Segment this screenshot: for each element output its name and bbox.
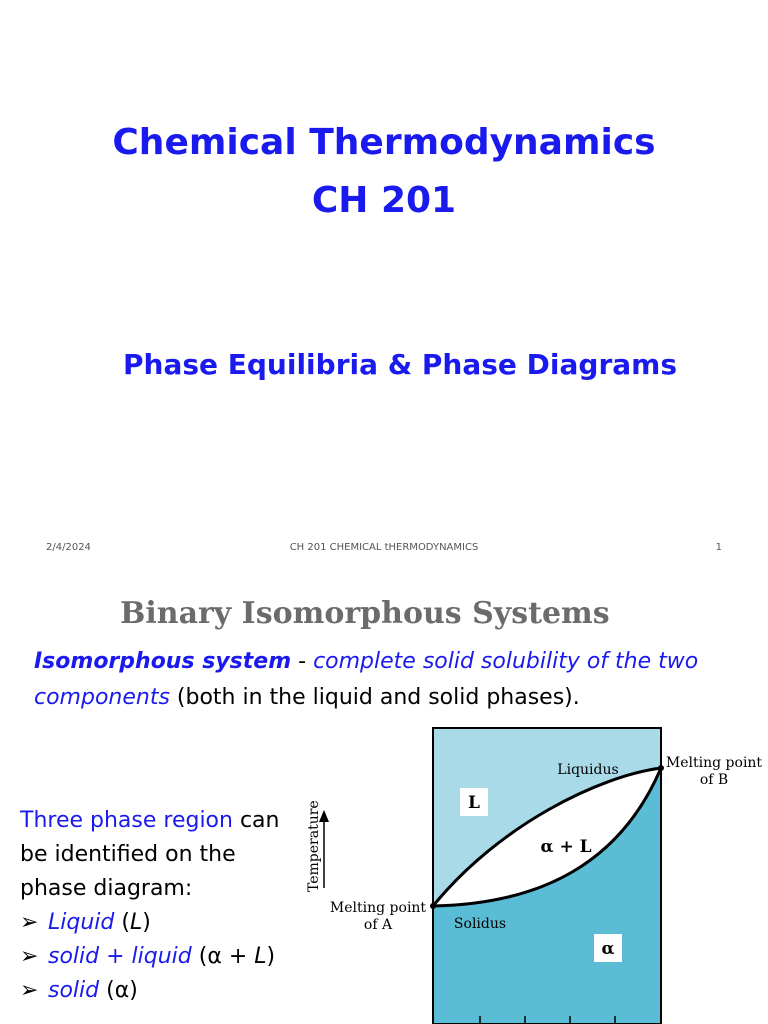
- footer-date: 2/4/2024: [46, 542, 91, 553]
- bullet-rest: (α +: [191, 944, 255, 969]
- phase-diagram: [300, 724, 768, 1024]
- phase-region-desc: can be identified on the phase diagram:: [20, 808, 280, 901]
- footer-page-number: 1: [715, 542, 722, 553]
- melting-point-a-label: Melting point: [329, 900, 427, 916]
- region-label-liquid: L: [468, 793, 480, 813]
- melting-point-b-label: Melting point: [665, 755, 763, 771]
- melting-point-b-label-2: of B: [699, 772, 729, 788]
- bullet-symbol: L: [254, 944, 267, 969]
- bullet-rest: (α): [99, 978, 138, 1003]
- slide-heading: Binary Isomorphous Systems: [120, 596, 610, 631]
- lecture-subtitle: Phase Equilibria & Phase Diagrams: [123, 348, 677, 381]
- phase-region-text: [20, 804, 300, 1008]
- intro-term: Isomorphous system: [34, 649, 292, 674]
- phase-region-term: Three phase region: [20, 808, 233, 833]
- bullet-term: solid + liquid: [48, 944, 192, 969]
- liquidus-label: Liquidus: [557, 762, 619, 778]
- content-slide: [0, 576, 768, 1024]
- region-label-two-phase: α + L: [540, 837, 592, 857]
- region-label-alpha: α: [601, 939, 615, 959]
- arrow-bullet-icon: ➢: [20, 978, 39, 1003]
- melting-point-a-marker: [430, 903, 436, 909]
- intro-dash: -: [291, 649, 314, 674]
- intro-rest: (both in the liquid and solid phases).: [169, 685, 580, 710]
- melting-point-a-label-2: of A: [363, 917, 393, 933]
- bullet-rest: (: [114, 910, 130, 935]
- intro-paragraph: [34, 644, 754, 716]
- solidus-label: Solidus: [453, 916, 507, 932]
- melting-point-b-marker: [658, 765, 664, 771]
- phase-list: [20, 906, 300, 1008]
- bullet-rest-close: ): [266, 944, 276, 969]
- intro-definition: complete solid solubility of the two components: [34, 649, 699, 710]
- bullet-term: solid: [48, 978, 100, 1003]
- list-item: [20, 906, 300, 940]
- footer-course: CH 201 CHEMICAL tHERMODYNAMICS: [289, 542, 479, 553]
- phase-region-intro: [20, 804, 300, 906]
- arrow-bullet-icon: ➢: [20, 910, 39, 935]
- bullet-rest-close: ): [142, 910, 151, 935]
- bullet-symbol: L: [129, 910, 143, 935]
- y-axis-label: Temperature: [306, 800, 322, 892]
- arrow-bullet-icon: ➢: [20, 944, 39, 969]
- course-title: Chemical Thermodynamics: [112, 122, 656, 163]
- list-item: [20, 940, 300, 974]
- course-code: CH 201: [311, 180, 457, 221]
- bullet-term: Liquid: [48, 910, 115, 935]
- list-item: [20, 974, 300, 1008]
